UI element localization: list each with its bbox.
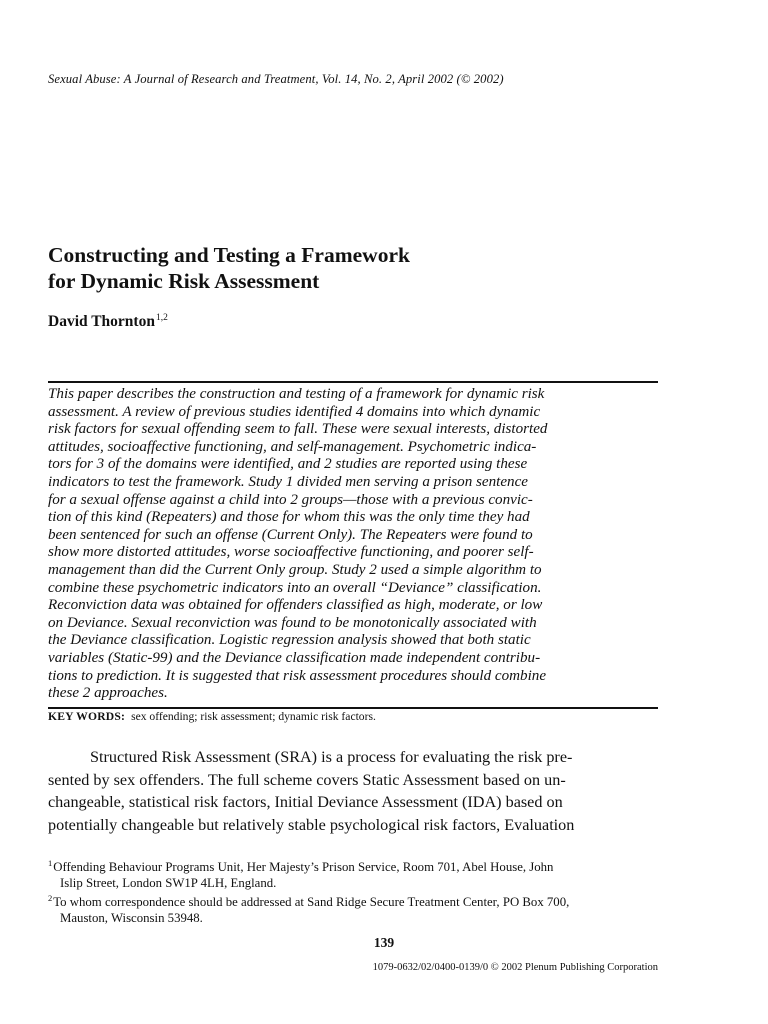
abstract-line: assessment. A review of previous studies identified 4 domains into which dynamic xyxy=(48,403,541,420)
abstract-line: show more distorted attitudes, worse socioaffective functioning, and poorer self- xyxy=(48,544,534,561)
body-line: changeable, statistical risk factors, Initial Deviance Assessment (IDA) based on xyxy=(48,793,563,812)
footnote-1 xyxy=(48,856,668,876)
copyright-line: 1079-0632/02/0400-0139/0 © 2002 Plenum Publishing Corporation xyxy=(372,962,658,973)
body-paragraph xyxy=(48,746,660,836)
footnote-2 xyxy=(48,891,668,911)
body-line: potentially changeable but relatively stable psychological risk factors, Evaluation xyxy=(48,815,575,834)
abstract-line: tions to prediction. It is suggested that risk assessment procedures should combine xyxy=(48,667,547,684)
keywords-text: sex offending; risk assessment; dynamic risk factors. xyxy=(131,710,376,723)
abstract-line: for a sexual offense against a child into 2 groups—those with a previous convic- xyxy=(48,491,533,508)
keywords xyxy=(48,710,658,723)
body-line: Structured Risk Assessment (SRA) is a process for evaluating the risk pre- xyxy=(90,748,573,766)
footnote-line: To whom correspondence should be addressed at Sand Ridge Secure Treatment Center, PO Box 700, xyxy=(53,895,570,910)
footnote-mark: 2 xyxy=(48,893,53,904)
article-title xyxy=(48,242,668,294)
abstract-line: attitudes, socioaffective functioning, and self-management. Psychometric indica- xyxy=(48,438,537,455)
author-name: David Thornton xyxy=(48,313,155,330)
footnotes xyxy=(48,856,668,926)
abstract-bottom-rule xyxy=(48,707,658,709)
author-affiliation-marks: 1,2 xyxy=(155,313,168,323)
footnote-mark: 1 xyxy=(48,858,53,868)
abstract-line: management than did the Current Only group. Study 2 used a simple algorithm to xyxy=(48,561,542,578)
keywords-label: KEY WORDS: xyxy=(48,710,126,723)
footnote-line: Mauston, Wisconsin 53948. xyxy=(60,910,203,925)
abstract-line: on Deviance. Sexual reconviction was found to be monotonically associated with xyxy=(48,614,537,631)
article-title-line: Constructing and Testing a Framework xyxy=(48,243,410,267)
abstract-line: tion of this kind (Repeaters) and those for whom this was the only time they had xyxy=(48,509,530,526)
footnote-line: Offending Behaviour Programs Unit, Her Majesty’s Prison Service, Room 701, Abel House, John xyxy=(53,860,554,874)
abstract-line: Reconviction data was obtained for offenders classified as high, moderate, or low xyxy=(48,597,543,614)
abstract-line: these 2 approaches. xyxy=(48,685,168,702)
footnote-line: Islip Street, London SW1P 4LH, England. xyxy=(60,875,277,890)
abstract-line: the Deviance classification. Logistic regression analysis showed that both static xyxy=(48,632,531,649)
article-title-line: for Dynamic Risk Assessment xyxy=(48,269,320,293)
abstract-line: indicators to test the framework. Study 1 divided men serving a prison sentence xyxy=(48,473,528,490)
page-number: 139 xyxy=(373,935,395,950)
abstract-line: tors for 3 of the domains were identified, and 2 studies are reported using these xyxy=(48,456,528,473)
article-author xyxy=(48,313,168,331)
body-line: sented by sex offenders. The full scheme covers Static Assessment based on un- xyxy=(48,770,566,789)
abstract-line: been sentenced for such an offense (Current Only). The Repeaters were found to xyxy=(48,526,533,543)
abstract-line: combine these psychometric indicators into an overall “Deviance” classification. xyxy=(48,579,542,596)
abstract xyxy=(48,386,658,703)
journal-citation: Sexual Abuse: A Journal of Research and Treatment, Vol. 14, No. 2, April 2002 (© 2002) xyxy=(48,72,504,86)
abstract-top-rule xyxy=(48,381,658,383)
abstract-line: This paper describes the construction and testing of a framework for dynamic risk xyxy=(48,386,545,402)
abstract-line: variables (Static-99) and the Deviance classification made independent contribu- xyxy=(48,649,541,666)
abstract-line: risk factors for sexual offending seem to fall. These were sexual interests, distorted xyxy=(48,421,548,438)
